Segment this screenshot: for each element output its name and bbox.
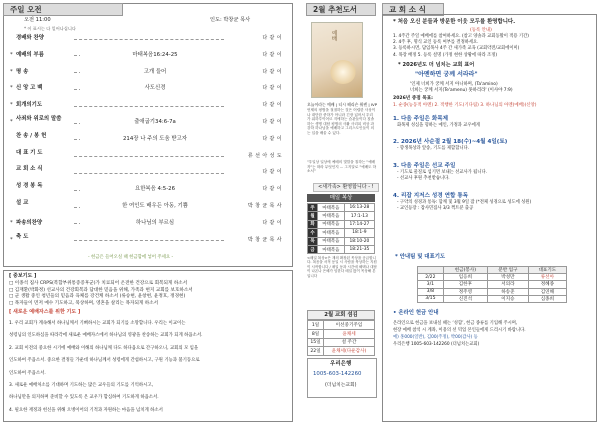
book-quote: "우일상 일상에 예배의 빛깔을 칠하는 "예배자"는 따라 무엇인지 ... 그지알로 "예배도 하소서" [307, 160, 377, 174]
order-row [10, 83, 280, 94]
order-by: 다 같 이 [262, 102, 282, 109]
registration-line: 3. 등록하시면, 담임목사 4주 간 새가족 교육 (교회약전/교회에이미) [393, 46, 520, 52]
service-row [308, 321, 375, 330]
vision-line: 인도하여 주옵소서. 중요한 결정들 가운데 하나님께서 성령에게 간섭하시고, 구원 기능과 불기동으로 [9, 358, 200, 364]
news-item-line: - 선교사 후원 추천받습니다. [397, 176, 450, 182]
weekly-bible-ref: 18:21-35 [344, 245, 374, 253]
order-row [10, 235, 280, 246]
news-item-title: 4. 리잡 지저스 성경 연합 통독 [393, 192, 469, 199]
news-item-line: 화목제 성심을 형하는 예인, 가정과 교우에게 [397, 123, 480, 128]
prayer-line: □ 김재환(박화정) 선교사의 건강회복과 담대한 믿음을 위해, 가족과 현지 교회를 보호하소서 [9, 287, 193, 293]
weekly-bible-book: 마태복음 [318, 220, 345, 228]
service-servant: 윤채세(다운감사) [324, 347, 375, 356]
group-row [418, 288, 567, 295]
vision-line: 인도하여 주옵소서. [9, 370, 46, 376]
vision-prayer-list [9, 318, 291, 417]
news-item-title: 1. 다음 주일은 화목제 [393, 116, 449, 122]
bank-holder: (더넘치는교회) [325, 383, 357, 388]
group-offering: 김한후 [443, 281, 487, 288]
order-row [10, 117, 280, 128]
group-header-cell: 헌금(봉사) [443, 267, 487, 274]
order-item: 신 앙 고 백 [16, 85, 43, 92]
order-star: * [10, 119, 13, 125]
news-item-line: - 구약의 성경과 통독: 함께 및 3월 9일 잠 (*전체 성경으로 성도에 성원) [397, 199, 532, 205]
group-title: * 안내팀 및 대표기도 [395, 254, 446, 260]
order-row [10, 100, 280, 111]
weekly-bible-day: 월 [308, 212, 318, 220]
online-line: 예) 홍000(일반), 김00(주정), 박00(감사) 등 [393, 335, 478, 340]
group-date: 2/22 [418, 274, 444, 281]
online-line: 온라인으로 헌금을 보내실 때는 ‘성함’, 헌금 종류를 기입해 주시며, [393, 321, 518, 326]
bank-account: 1005-603-142260 [313, 371, 362, 377]
order-by: 다 같 이 [262, 135, 282, 142]
group-prayer: 심종희 [528, 295, 566, 302]
order-by: 다 같 이 [262, 85, 282, 92]
order-content: 고개 들어 [80, 70, 230, 76]
news-item-line: - 향생목상과 앞송, 기도를 제합합니다. [397, 146, 470, 152]
worship-leader: 인도: 박창균 목사 [210, 17, 251, 23]
order-row [10, 167, 280, 178]
vision-line: 성령님의 인도하심을 따라각에 새로운 예배자스에서 하나님의 영광을 찬송하는 교회가 되게 하옵소서. [9, 333, 203, 339]
vision-line: 1. 우리 교회가 계속해서 하나님께서 기뻐하시는 교회가 되기를 소망합니다. 우리는 이교이는 [9, 321, 186, 326]
weekly-bible-day: 주 [308, 204, 318, 212]
order-content: 사도신경 [80, 86, 230, 92]
book-caption: 오늘이라는 예배 | 티시 해리슨 워렌 | IVP [307, 102, 378, 107]
weekly-bible-day: 화 [308, 220, 318, 228]
news-header: 교 회 소 식 [382, 3, 444, 16]
service-date: 8일 [308, 329, 324, 338]
service-row [308, 338, 375, 347]
order-by: 다 같 이 [262, 186, 282, 193]
registration-line: 1. 4주간 주일 예배에를 참여하세요. (참고 양솔과 교회동활이 적용 기간) [393, 34, 529, 39]
weekly-bible-book: 마태복음 [318, 204, 345, 212]
order-by: 다 같 이 [262, 219, 282, 226]
order-item: 찬 송 / 봉 헌 [16, 132, 47, 139]
weekly-bible-row [308, 245, 375, 253]
weekly-bible-ref: 18:1-9 [344, 229, 374, 237]
worship-header: 주일 오전 [3, 3, 123, 16]
order-item: 명 송 [16, 68, 29, 75]
group-header-date [418, 267, 444, 274]
offering-note: - 헌금은 들어오실 때 헌금함에 넣어 주세요 - [88, 255, 174, 260]
vision-line: 3. 새로운 예배처소를 기대하며 기도하는 많은 교우들의 기도를 기억하시고, [9, 383, 153, 389]
group-table [417, 266, 567, 303]
weekly-bible-note: <매일 복상>은 재의 확장된 목상을 공급합니다. 복음을 서적 동일 시 사람을 묵상하는 지원이 시작합니다 / 매일 동과 시간에 혜택나 대답이 나온나 은혜가 임한다 매일 많이 목상해 본입니다 [307, 256, 377, 278]
order-by: 다 같 이 [262, 169, 282, 176]
news-item-title: 2. 2026년 사순절 2월 18(수)~4월 4일(토) [393, 139, 508, 146]
prayer-title: [ 중보기도 ] [9, 273, 37, 279]
order-row [10, 50, 280, 61]
group-offering: 정주영 [443, 288, 487, 295]
order-leader-line [74, 156, 224, 157]
order-row [10, 33, 280, 44]
weekly-bible-book: 마태복음 [318, 229, 345, 237]
vision-title: [ 새로운 예배자스를 위한 기도 ] [9, 309, 81, 315]
stand-note: * 이 표시는 다 일어나십니다 [24, 26, 76, 31]
order-by: 박 창 균 목 사 [247, 203, 282, 209]
order-item: 파송의찬양 [16, 219, 43, 226]
online-list [393, 320, 593, 348]
order-leader-line [74, 39, 224, 40]
weekly-bible-row [308, 212, 375, 220]
book-description: 언제의 평범을 절절하는 것은 어렵한 사상이 나 대단한 중하가 아니라 긴장 넓어서 우리 가 위하루이어르 지에하는 습관들이다 칫솔 하는 생명 대답 평범의 사활 사리되 비상 과 강하 하나님을 예배하고 그리스도인들이 의 는 입을 배울 수 있다. [307, 108, 376, 135]
books-header: 2월 추천도서 [306, 3, 376, 16]
service-servant: 윤채세 [324, 329, 375, 338]
order-row [10, 67, 280, 78]
weekly-bible-row [308, 220, 375, 228]
group-class: 하송준 [488, 288, 529, 295]
group-date: 3/1 [418, 281, 444, 288]
service-row [308, 347, 375, 356]
order-by: 다 같 이 [262, 51, 282, 58]
theme-year: 2026년 중점 목표: [393, 96, 434, 101]
order-star: * [10, 85, 13, 92]
order-row [10, 184, 280, 195]
order-content: 한 여인도 배우든 아동, 기쁨 [80, 204, 230, 210]
order-star: * [10, 102, 13, 109]
weekly-bible-day: 수 [308, 229, 318, 237]
order-content: 요한복음 4:5-26 [80, 187, 230, 193]
news-item-title: 3. 다음 주일은 선교 주일 [393, 162, 456, 169]
registration-line: 2. 4주 후, 명식 교인 등록 여부를 결정하세요. [393, 40, 479, 46]
service-date: 22일 [308, 347, 324, 356]
theme-title: * 2026년도 더 넘치는 교회 표어 [398, 62, 475, 68]
vision-line: 하나님만을 의지하며 준비할 수 있도록 온 교우가 합심하여 기도하게 하옵소서. [9, 395, 159, 401]
welcome-line: * 처음 오신 분들과 방문한 이웃 모두를 환영합니다. [393, 19, 516, 25]
weekly-bible-ref: 17:14-27 [344, 220, 374, 228]
vision-line: 2. 교회 이전의 중요한 시기에 예배와 이해의 하나님께 다도 하다옵으로 간구하오니, 교회의 모 임을 [9, 345, 199, 351]
service-date: 1일 [308, 321, 324, 330]
order-item: 성 경 봉 독 [16, 183, 43, 190]
registration-subtitle: (등록 안내) [470, 28, 492, 33]
group-class: 박성만 [488, 274, 529, 281]
book-cover-title: 예배 [330, 30, 337, 41]
service-servant: 이선중기주임 [324, 321, 375, 330]
new-family-welcome: <새가족> 환영합니다 - ! [313, 183, 379, 192]
group-offering: 신진석 [443, 295, 487, 302]
group-prayer: 정혜종 [528, 281, 566, 288]
weekly-bible-row [308, 229, 375, 237]
theme-ref-1: '인제 너희가 궁께 서지 아니하며, (Ta'amino) [410, 82, 498, 87]
theme-ref-2: 너희는 궁께 서지(Te'amenu) 못하리라' (이사야 7:9) [410, 88, 513, 93]
group-offering: 임응희 [443, 274, 487, 281]
order-row [10, 134, 280, 145]
prayer-line: □ 이종석 집사 CRPS(복합부위통증증후군)가 치료되어 온전한 건강으로 회복되게 하소서 [9, 281, 188, 286]
order-item: 교 회 소 식 [16, 166, 43, 173]
weekly-bible-ref: 17:1-13 [344, 212, 374, 220]
prayer-line: □ 목자들이 먼저 예수 기도하고, 묵상하며, 영혼을 살리는 목자되게 하소서 [9, 300, 159, 306]
order-by: 다 같 이 [262, 35, 282, 41]
theme-main: "아멘하면 궁께 서라라" [415, 71, 478, 78]
worship-order-list [10, 33, 285, 253]
order-item: 경배와 찬양 [16, 35, 44, 41]
weekly-bible-book: 마태복음 [318, 237, 345, 245]
prayer-list [9, 281, 289, 307]
group-row [418, 295, 567, 302]
weekly-bible-table [307, 203, 375, 254]
service-row [308, 329, 375, 338]
registration-list [393, 34, 593, 59]
order-star: * [10, 236, 13, 243]
order-leader-line [74, 106, 224, 107]
weekly-bible-book: 마태복음 [318, 212, 345, 220]
news-item-line: - 교인등장 : 잠사민집사 3/3 쩍트분 출공 [397, 206, 474, 212]
service-title: 2월 교회 섬김 [307, 310, 375, 320]
order-content: 하나님의 부르심 [80, 221, 230, 227]
group-header-cell: 분반 업구 [488, 267, 529, 274]
order-content: 마태복음16:24-25 [80, 53, 230, 59]
prayer-line: □ 군 생활 중인 청년들의 믿음과 육체를 강건케 하소서 (류승현, 윤창현, 윤정호, 정경현) [9, 294, 186, 300]
registration-line: 4. 목장 배정 5. 등록 설명 (가정 현한 상황에 따라 조정) [393, 52, 498, 58]
order-item: 대 표 기 도 [16, 149, 43, 156]
group-class: 서의라 [488, 281, 529, 288]
weekly-bible-day: 목 [308, 237, 318, 245]
order-row [10, 201, 280, 212]
weekly-bible-book: 마태복음 [318, 245, 345, 253]
weekly-bible-day: 금 [308, 245, 318, 253]
order-content: 214장 나 주의 도움 받고자 [80, 137, 230, 143]
order-item: 회개의기도 [16, 102, 43, 109]
order-item: 설 교 [16, 200, 29, 206]
weekly-bible-ref: 16:13-28 [344, 204, 374, 212]
group-date: 3/8 [418, 288, 444, 295]
worship-time: 오전 11:00 [24, 17, 51, 23]
order-row [10, 218, 280, 229]
group-prayer: 김연해 [528, 288, 566, 295]
weekly-bible-ref: 18:10-20 [344, 237, 374, 245]
group-class: 이지승 [488, 295, 529, 302]
order-star: * [10, 219, 13, 226]
order-by: 다 같 이 [262, 119, 282, 125]
order-by: 류 선 아 성 도 [247, 152, 282, 159]
book-cover-highlight [330, 60, 356, 84]
vision-line: 4. 필요한 재정과 헌신을 위해 오병이어의 기적과 자원하는 마음을 넘치게 하소서 [9, 407, 163, 413]
order-leader-line [74, 173, 224, 174]
service-servant: 설 주간 [324, 338, 375, 347]
online-title: • 온라인 헌금 안내 [393, 310, 439, 316]
order-by: 다 같 이 [262, 68, 282, 75]
order-leader-line [74, 240, 224, 241]
online-line: 우리은행 1005-603-142260 (더넘치는교회) [393, 342, 480, 347]
news-item-line: - 기도로 물질로 섬기면 보내는 선교사가 됩니다. [397, 169, 487, 175]
weekly-bible-title: 매일 복상 [307, 194, 375, 202]
order-item: 축 도 [16, 233, 29, 240]
order-content: 출애굽기34:6-7a [80, 120, 230, 126]
theme-goals: 1. 순종(능동적 아멘) 2. 적행한 기도(기다림) 3. 하나님의 아멘(예배)(신앙) [393, 103, 537, 108]
order-row [10, 151, 280, 162]
order-item: 예배의 부름 [16, 51, 44, 58]
order-star: * [10, 51, 13, 58]
weekly-bible-row [308, 237, 375, 245]
group-prayer: 류선아 [528, 274, 566, 281]
order-by: 박 창 균 목 사 [247, 236, 282, 243]
weekly-bible-row [308, 204, 375, 212]
group-row [418, 281, 567, 288]
group-date: 3/15 [418, 295, 444, 302]
service-date: 15일 [308, 338, 324, 347]
order-item: 사죄와 위로의 말씀 [16, 116, 62, 122]
online-line: 현장 예배 참석 시 계좌, 이용의 선 믹업 본인들에게 드리시기 바랍니다. [393, 328, 526, 333]
group-header-cell: 대표기도 [528, 267, 566, 274]
group-header-row [418, 267, 567, 274]
group-row [418, 274, 567, 281]
bank-name: 우리은행 [330, 361, 352, 367]
order-star: * [10, 68, 13, 75]
service-table [307, 320, 375, 356]
news-list [393, 115, 593, 212]
